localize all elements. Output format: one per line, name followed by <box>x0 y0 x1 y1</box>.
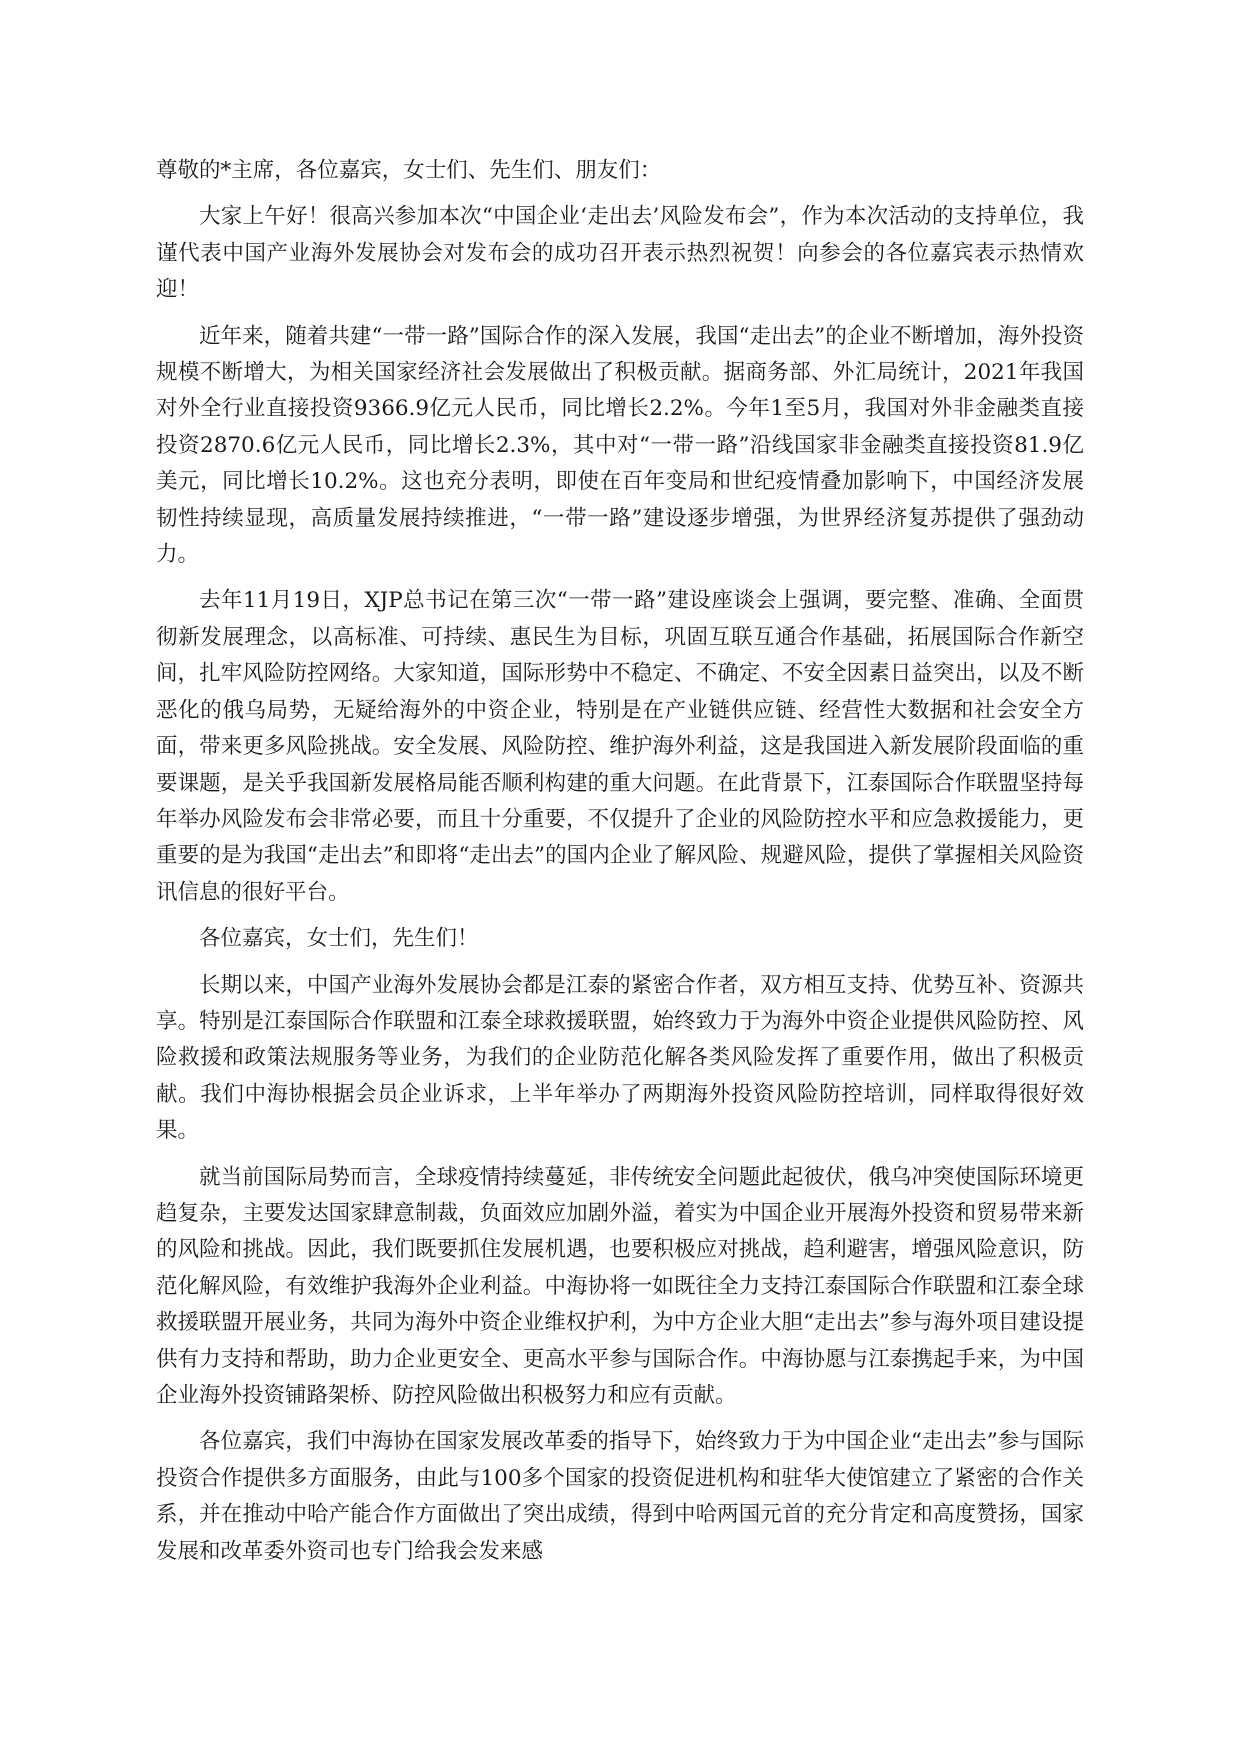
speech-body <box>156 153 1084 1580</box>
paragraph-address: 各位嘉宾，女士们，先生们！ <box>199 926 479 952</box>
paragraph-investment-stats: 近年来，随着共建“一带一路”国际合作的深入发展，我国“走出去”的企业不断增加，海外投资规模不断增大，为相关国家经济社会发展做出了积极贡献。据商务部、外汇局统计，2021年我国对外全行业直接投资9366.9亿元人民币，同比增长2.2%。今年1至5月，我国对外非金融类直接投资2870.6亿元人民币，同比增长2.3%，其中对“一带一路”沿线国家非金融类直接投资81.9亿美元，同比增长10.2%。这也充分表明，即使在百年变局和世纪疫情叠加影响下，中国经济发展韧性持续显现，高质量发展持续推进，“一带一路”建设逐步增强，为世界经济复苏提供了强劲动力。 <box>156 323 1084 568</box>
paragraph-association-services: 各位嘉宾，我们中海协在国家发展改革委的指导下，始终致力于为中国企业“走出去”参与国际投资合作提供多方面服务，由此与100多个国家的投资促进机构和驻华大使馆建立了紧密的合作关系，并在推动中哈产能合作方面做出了突出成绩，得到中哈两国元首的充分肯定和高度赞扬，国家发展和改革委外资司也专门给我会发来感 <box>156 1429 1084 1564</box>
paragraph-international-situation: 就当前国际局势而言，全球疫情持续蔓延，非传统安全问题此起彼伏，俄乌冲突使国际环境更趋复杂，主要发达国家肆意制裁，负面效应加剧外溢，着实为中国企业开展海外投资和贸易带来新的风险和挑战。因此，我们既要抓住发展机遇，也要积极应对挑战，趋利避害，增强风险意识，防范化解风险，有效维护我海外企业利益。中海协将一如既往全力支持江泰国际合作联盟和江泰全球救援联盟开展业务，共同为海外中资企业维权护利，为中方企业大胆“走出去”参与海外项目建设提供有力支持和帮助，助力企业更安全、更高水平参与国际合作。中海协愿与江泰携起手来，为中国企业海外投资铺路架桥、防控风险做出积极努力和应有贡献。 <box>156 1164 1084 1408</box>
paragraph-risk-context: 去年11月19日，XJP总书记在第三次“一带一路”建设座谈会上强调，要完整、准确、全面贯彻新发展理念，以高标准、可持续、惠民生为目标，巩固互联互通合作基础，拓展国际合作新空间，扎牢风险防控网络。大家知道，国际形势中不稳定、不确定、不安全因素日益突出，以及不断恶化的俄乌局势，无疑给海外的中资企业，特别是在产业链供应链、经营性大数据和社会安全方面，带来更多风险挑战。安全发展、风险防控、维护海外利益，这是我国进入新发展阶段面临的重要课题，是关乎我国新发展格局能否顺利构建的重大问题。在此背景下，江泰国际合作联盟坚持每年举办风险发布会非常必要，而且十分重要，不仅提升了企业的风险防控水平和应急救援能力，更重要的是为我国“走出去”和即将“走出去”的国内企业了解风险、规避风险，提供了掌握相关风险资讯信息的很好平台。 <box>156 588 1084 905</box>
paragraph-opening: 大家上午好！很高兴参加本次“中国企业‘走出去’风险发布会”，作为本次活动的支持单位，我谨代表中国产业海外发展协会对发布会的成功召开表示热烈祝贺！向参会的各位嘉宾表示热情欢迎！ <box>156 204 1084 303</box>
paragraph-partnership: 长期以来，中国产业海外发展协会都是江泰的紧密合作者，双方相互支持、优势互补、资源共享。特别是江泰国际合作联盟和江泰全球救援联盟，始终致力于为海外中资企业提供风险防控、风险救援和政策法规服务等业务，为我们的企业防范化解各类风险发挥了重要作用，做出了积极贡献。我们中海协根据会员企业诉求，上半年举办了两期海外投资风险防控培训，同样取得很好效果。 <box>156 972 1084 1144</box>
salutation: 尊敬的*主席，各位嘉宾，女士们、先生们、朋友们： <box>156 158 662 183</box>
